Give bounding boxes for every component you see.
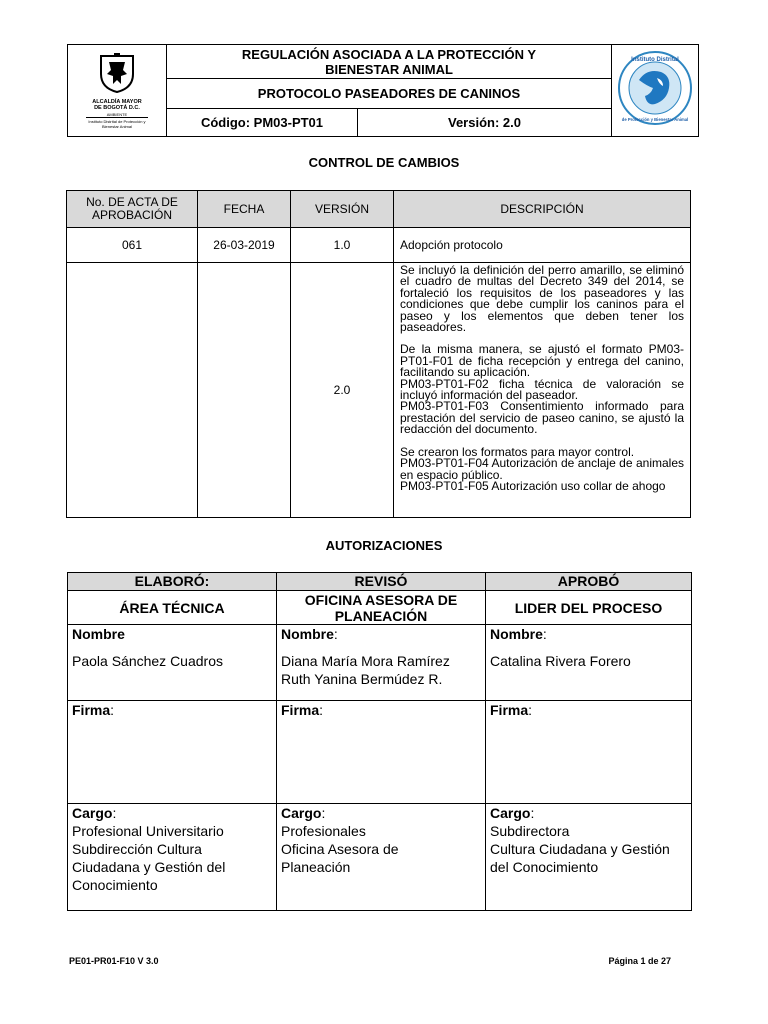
desc-line: PM03-PT01-F02 ficha técnica de valoración se incluyó información del paseador. <box>400 376 684 403</box>
document-version: Versión: 2.0 <box>358 108 612 136</box>
footer-code: PE01-PR01-F10 V 3.0 <box>69 956 159 966</box>
auth-firma-row <box>68 701 692 804</box>
document-code: Código: PM03-PT01 <box>167 108 358 136</box>
auth-nombre-aprobo <box>486 625 692 701</box>
desc-line: PM03-PT01-F03 Consentimiento informado para prestación del servicio de paseo canino, se ajustó la redacción del documento. <box>400 399 684 437</box>
auth-header-aprobo: APROBÓ <box>486 573 692 591</box>
nombre-value: Ruth Yanina Bermúdez R. <box>281 671 443 687</box>
col-descripcion: DESCRIPCIÓN <box>394 191 691 228</box>
authorizations-title: AUTORIZACIONES <box>325 538 443 553</box>
auth-cargo-aprobo <box>486 804 692 911</box>
col-version: VERSIÓN <box>291 191 394 228</box>
desc-line: Se crearon los formatos para mayor control. <box>400 444 635 459</box>
logo-text-3: AMBIENTE <box>86 112 148 118</box>
nombre-value: Paola Sánchez Cuadros <box>72 653 223 669</box>
row1-version: 1.0 <box>291 228 394 263</box>
auth-area-elaboro: ÁREA TÉCNICA <box>68 591 277 625</box>
row2-acta <box>67 263 198 518</box>
title-line-1: REGULACIÓN ASOCIADA A LA PROTECCIÓN Y <box>241 46 537 62</box>
auth-header-elaboro: ELABORÓ: <box>68 573 277 591</box>
institute-seal-icon <box>617 50 693 126</box>
desc-paragraph-2 <box>400 344 684 435</box>
desc-line: De la misma manera, se ajustó el formato PM03-PT01-F01 de ficha recepción y entrega del canino, facilitando su aplicación. <box>400 342 684 380</box>
auth-firma-elaboro: Firma: <box>68 701 277 804</box>
row1-descripcion: Adopción protocolo <box>394 228 691 263</box>
row1-fecha: 26-03-2019 <box>198 228 291 263</box>
cargo-line: Oficina Asesora de <box>281 841 399 857</box>
protocol-title: PROTOCOLO PASEADORES DE CANINOS <box>167 79 612 108</box>
desc-paragraph-1: Se incluyó la definición del perro amarillo, se eliminó el cuadro de multas del Decreto 349 del 2014, se fortaleció los requisitos de los paseadores y las condiciones que debe cumplir los caninos para el paseo y los elementos que deben tener los paseadores. <box>400 263 684 335</box>
auth-firma-reviso: Firma: <box>277 701 486 804</box>
cargo-label: Cargo: <box>281 805 326 821</box>
auth-header-reviso: REVISÓ <box>277 573 486 591</box>
auth-nombre-row <box>68 625 692 701</box>
row2-version: 2.0 <box>291 263 394 518</box>
document-header <box>67 44 699 137</box>
changes-header-row <box>67 191 691 228</box>
document-title <box>167 45 612 79</box>
row1-acta: 061 <box>67 228 198 263</box>
nombre-label: Nombre <box>72 626 125 642</box>
cargo-line: Planeación <box>281 859 351 875</box>
cargo-line: Subdirección Cultura <box>72 841 202 857</box>
logo-text-2: DE BOGOTÁ D.C. <box>94 105 140 111</box>
desc-paragraph-3 <box>400 444 684 493</box>
nombre-value: Catalina Rivera Forero <box>490 653 631 669</box>
cargo-label: Cargo: <box>490 805 535 821</box>
cargo-line: del Conocimiento <box>490 859 599 875</box>
nombre-label: Nombre: <box>281 626 338 642</box>
seal-bottom-text: de Protección y Bienestar Animal <box>621 117 689 122</box>
changes-table <box>66 190 691 518</box>
authorizations-table <box>67 572 692 911</box>
auth-firma-aprobo: Firma: <box>486 701 692 804</box>
logo-text-4: Instituto Distrital de Protección y Bienestar Animal <box>88 119 146 129</box>
cargo-line: Cultura Ciudadana y Gestión <box>490 841 670 857</box>
table-row <box>67 228 691 263</box>
bogota-coat-of-arms-icon <box>97 52 137 94</box>
seal-top-text: Instituto Distrital <box>631 57 679 63</box>
auth-area-aprobo: LIDER DEL PROCESO <box>486 591 692 625</box>
auth-nombre-elaboro <box>68 625 277 701</box>
auth-header-row <box>68 573 692 591</box>
row2-fecha <box>198 263 291 518</box>
cargo-line: Subdirectora <box>490 823 570 839</box>
cargo-line: Profesionales <box>281 823 366 839</box>
institute-logo <box>612 45 699 137</box>
nombre-value: Diana María Mora Ramírez <box>281 653 450 669</box>
row2-descripcion <box>394 263 691 518</box>
desc-line: PM03-PT01-F05 Autorización uso collar de ahogo <box>400 478 666 493</box>
title-line-2: BIENESTAR ANIMAL <box>325 61 453 77</box>
auth-area-reviso: OFICINA ASESORA DE PLANEACIÓN <box>277 591 486 625</box>
cargo-line: Profesional Universitario <box>72 823 224 839</box>
cargo-line: Conocimiento <box>72 877 158 893</box>
logo-text-1: ALCALDÍA MAYOR <box>92 99 142 105</box>
col-fecha: FECHA <box>198 191 291 228</box>
footer-page-number: Página 1 de 27 <box>608 956 671 966</box>
table-row <box>67 263 691 518</box>
alcaldia-logo <box>68 45 167 137</box>
cargo-label: Cargo: <box>72 805 117 821</box>
cargo-line: Ciudadana y Gestión del <box>72 859 226 875</box>
auth-cargo-reviso <box>277 804 486 911</box>
auth-cargo-row <box>68 804 692 911</box>
nombre-label: Nombre: <box>490 626 547 642</box>
desc-line: PM03-PT01-F04 Autorización de anclaje de animales en espacio público. <box>400 456 684 482</box>
auth-area-row <box>68 591 692 625</box>
auth-nombre-reviso <box>277 625 486 701</box>
col-acta: No. DE ACTA DE APROBACIÓN <box>67 191 198 228</box>
changes-title: CONTROL DE CAMBIOS <box>308 155 460 170</box>
auth-cargo-elaboro <box>68 804 277 911</box>
